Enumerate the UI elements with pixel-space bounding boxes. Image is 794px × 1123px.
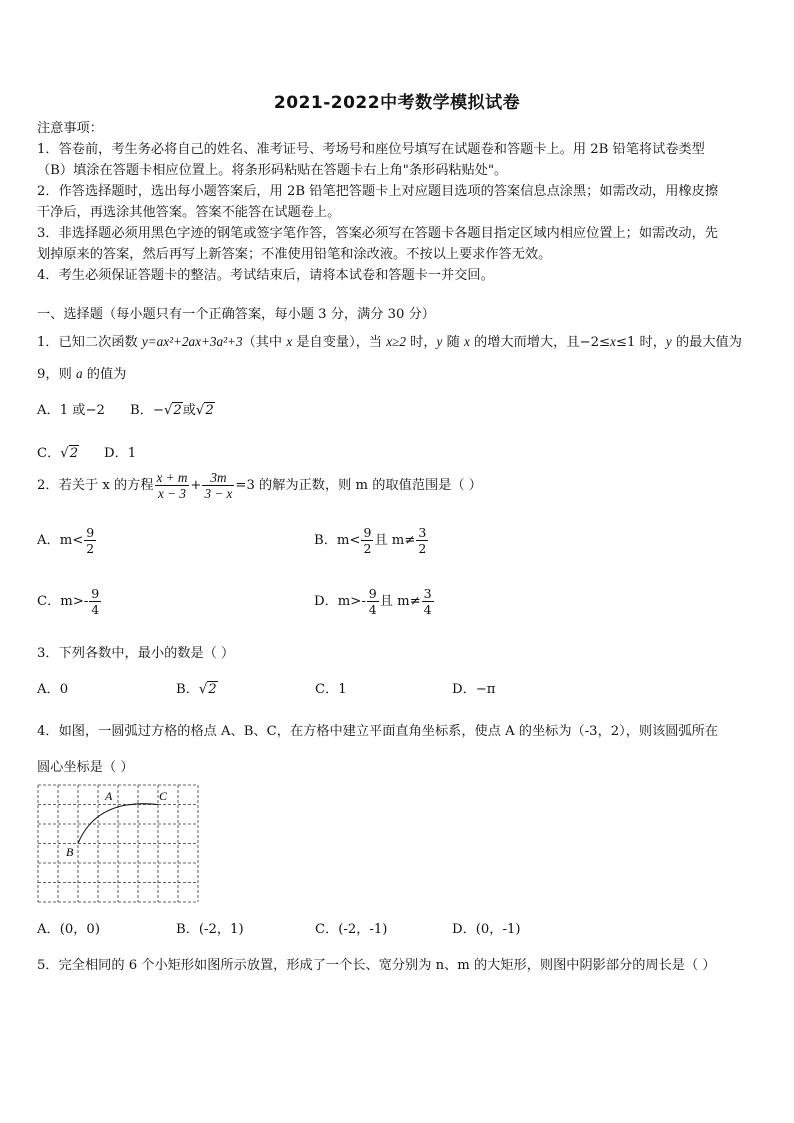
q3-option-b bbox=[176, 679, 218, 700]
q4-option-d: D．(0，-1) bbox=[452, 922, 521, 937]
fraction bbox=[89, 586, 101, 617]
numerator: 9 bbox=[368, 586, 377, 601]
denominator: 2 bbox=[363, 541, 372, 556]
q1-text: 是自变量），当 bbox=[292, 335, 387, 350]
radicand: 2 bbox=[208, 682, 217, 697]
q1-var: x bbox=[286, 334, 293, 349]
q4-option-c: C．(-2，-1) bbox=[315, 922, 388, 937]
q1-option-c bbox=[37, 443, 79, 464]
q2-option-a bbox=[37, 525, 97, 556]
q1-var: y bbox=[436, 334, 443, 349]
fraction bbox=[416, 525, 428, 556]
q1-text: 时， bbox=[405, 335, 437, 350]
radicand: 2 bbox=[173, 403, 182, 418]
numerator: 3m bbox=[202, 470, 234, 486]
notice-line-5: 3．非选择题必须用黑色字迹的钢笔或签字笔作答，答案必须写在答题卡各题目指定区域内相应位置上；如需改动，先 bbox=[37, 226, 718, 241]
q2-fraction-1 bbox=[155, 470, 190, 501]
q2-option-d-and: 且 m≠ bbox=[379, 594, 421, 609]
q4-stem-line2: 圆心坐标是（ ） bbox=[37, 760, 134, 775]
q1-option-d: D．1 bbox=[104, 446, 137, 461]
fraction bbox=[84, 525, 96, 556]
sqrt-symbol: √2 bbox=[60, 446, 79, 461]
q3-stem: 3．下列各数中，最小的数是（ ） bbox=[37, 646, 235, 661]
notice-line-7: 4．考生必须保证答题卡的整洁。考试结束后，请将本试卷和答题卡一并交回。 bbox=[37, 268, 494, 283]
denominator: 4 bbox=[368, 602, 377, 617]
grid-lines bbox=[38, 785, 198, 902]
q2-text: =3 的解为正数，则 m 的取值范围是（ ） bbox=[235, 478, 482, 493]
q1-option-c-label: C． bbox=[37, 446, 61, 461]
denominator: 2 bbox=[418, 541, 427, 556]
q1-var: a bbox=[75, 366, 83, 381]
point-b-label: B bbox=[66, 845, 74, 859]
point-c-label: C bbox=[159, 789, 168, 803]
q3-option-b-label: B． bbox=[176, 682, 199, 697]
notice-line-4: 干净后，再选涂其他答案。答案不能答在试题卷上。 bbox=[37, 205, 341, 220]
q1-var: x bbox=[610, 334, 616, 349]
q1-option-b-or: 或 bbox=[182, 403, 196, 418]
notice-heading: 注意事项： bbox=[37, 121, 103, 136]
q3-option-d: D．−π bbox=[452, 682, 496, 697]
notice-line-1: 1．答卷前，考生务必将自己的姓名、准考证号、考场号和座位号填写在试题卷和答题卡上。用 2B 铅笔将试卷类型 bbox=[37, 142, 705, 157]
exam-title: 2021-2022中考数学模拟试卷 bbox=[273, 93, 521, 113]
q1-var: x bbox=[463, 334, 470, 349]
q1-text: 的增大而增大，且−2≤ bbox=[469, 335, 611, 350]
q1-function: y=ax²+2ax+3a²+3 bbox=[141, 334, 243, 349]
numerator: 9 bbox=[86, 525, 95, 540]
denominator: 2 bbox=[86, 541, 95, 556]
q5-stem: 5．完全相同的 6 个小矩形如图所示放置，形成了一个长、宽分别为 n、m 的大矩形，则图中阴影部分的周长是（ ） bbox=[37, 958, 716, 973]
denominator: 3 − x bbox=[204, 486, 233, 501]
numerator: x + m bbox=[156, 470, 188, 485]
q2-text: 2．若关于 x 的方程 bbox=[37, 478, 154, 493]
q1-text: ≤1 时， bbox=[615, 335, 666, 350]
notice-line-3: 2．作答选择题时，选出每小题答案后，用 2B 铅笔把答题卡上对应题目选项的答案信息点涂黑；如需改动，用橡皮擦 bbox=[37, 184, 719, 199]
q1-stem-line1 bbox=[37, 331, 742, 353]
q2-stem bbox=[37, 470, 482, 501]
notice-line-2: （B）填涂在答题卡相应位置上。将条形码粘贴在答题卡右上角"条形码粘贴处"。 bbox=[37, 163, 508, 178]
q1-option-b bbox=[130, 400, 215, 421]
q1-option-a: A．1 或−2 bbox=[37, 403, 105, 418]
numerator: 9 bbox=[363, 525, 372, 540]
q1-option-b-label: B．− bbox=[130, 403, 164, 418]
numerator: 9 bbox=[91, 586, 100, 601]
sqrt-symbol: √2 bbox=[198, 682, 217, 697]
radicand: 2 bbox=[205, 403, 214, 418]
q4-option-a: A．(0，0) bbox=[37, 922, 100, 937]
numerator: 3 bbox=[418, 525, 427, 540]
q1-text: 的值为 bbox=[82, 367, 127, 382]
q2-option-d bbox=[314, 586, 435, 617]
q1-text: 的最大值为 bbox=[671, 335, 742, 350]
q3-option-c: C．1 bbox=[315, 682, 347, 697]
q2-option-b-label: B．m< bbox=[314, 533, 361, 548]
q2-option-b-and: 且 m≠ bbox=[374, 533, 416, 548]
fraction bbox=[367, 586, 379, 617]
q1-stem-line2 bbox=[37, 363, 126, 385]
sqrt-symbol: √2 bbox=[195, 403, 214, 418]
fraction bbox=[422, 586, 434, 617]
q4-option-b: B．(-2，1) bbox=[176, 922, 244, 937]
q1-var: y bbox=[665, 334, 672, 349]
plus-sign: + bbox=[190, 478, 202, 493]
numerator: 3 bbox=[423, 586, 432, 601]
fraction bbox=[361, 525, 373, 556]
section-heading: 一、选择题（每小题只有一个正确答案，每小题 3 分，满分 30 分） bbox=[37, 307, 435, 322]
q2-option-a-label: A．m< bbox=[37, 533, 84, 548]
q3-option-a: A．0 bbox=[37, 682, 69, 697]
q1-condition: x≥2 bbox=[386, 334, 406, 349]
q2-option-c-label: C．m>- bbox=[37, 594, 89, 609]
point-a-label: A bbox=[105, 789, 113, 803]
notice-line-6: 划掉原来的答案，然后再写上新答案；不准使用铅笔和涂改液。不按以上要求作答无效。 bbox=[37, 247, 552, 262]
q1-text: 随 bbox=[442, 335, 464, 350]
denominator: x − 3 bbox=[157, 486, 186, 501]
radicand: 2 bbox=[69, 446, 79, 461]
denominator: 4 bbox=[423, 602, 432, 617]
q2-option-d-label: D．m>- bbox=[314, 594, 366, 609]
denominator: 4 bbox=[91, 602, 100, 617]
q1-text: 1．已知二次函数 bbox=[37, 335, 142, 350]
q1-text: （其中 bbox=[242, 335, 287, 350]
q2-option-b bbox=[314, 525, 429, 556]
sqrt-symbol: √2 bbox=[163, 403, 182, 418]
q2-fraction-2 bbox=[202, 470, 234, 501]
q4-stem-line1: 4．如图，一圆弧过方格的格点 A、B、C，在方格中建立平面直角坐标系，使点 A 的坐标为（-3，2），则该圆弧所在 bbox=[37, 724, 719, 739]
grid-figure bbox=[37, 784, 199, 904]
q2-option-c bbox=[37, 586, 102, 617]
q1-text: 9，则 bbox=[37, 367, 76, 382]
